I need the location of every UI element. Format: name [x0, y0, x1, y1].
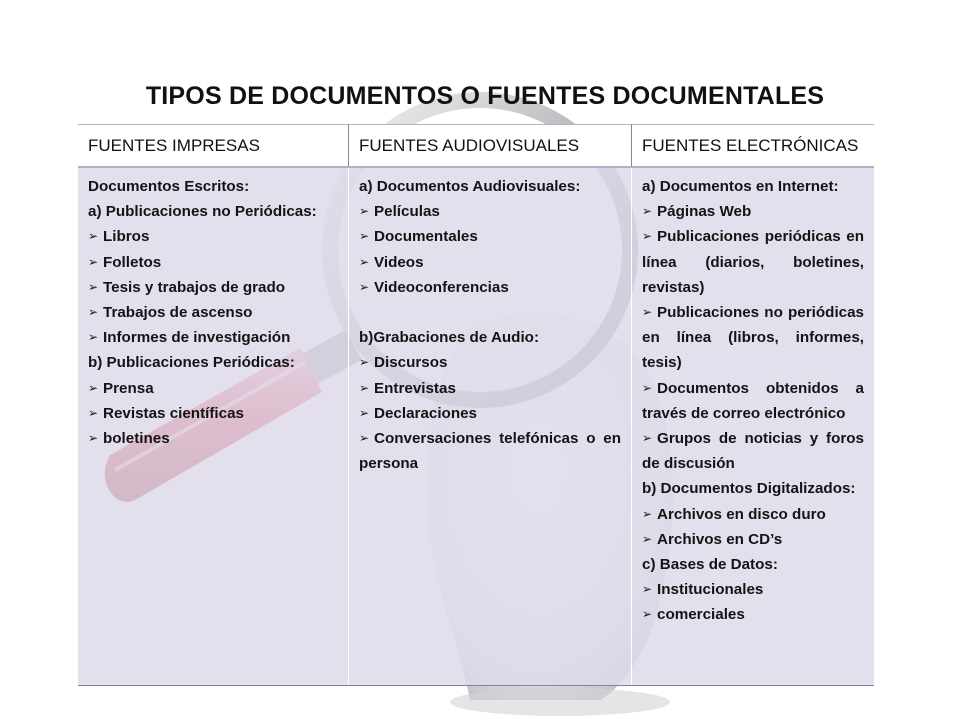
list-item	[359, 350, 621, 375]
list-item	[88, 275, 338, 300]
item-text: Archivos en disco duro	[657, 505, 826, 523]
list-item	[88, 426, 338, 451]
item-text: a) Publicaciones no Periódicas:	[88, 203, 317, 221]
item-text: Declaraciones	[374, 404, 477, 422]
item-text: Libros	[103, 228, 150, 246]
list-item	[88, 250, 338, 275]
item-text: boletines	[103, 430, 170, 448]
item-text: b) Publicaciones Periódicas:	[88, 354, 295, 372]
list-item	[88, 325, 338, 350]
list-item	[88, 224, 338, 249]
list-item	[642, 300, 864, 376]
arrow-bullet-icon: ➢	[359, 229, 370, 244]
item-text: Folletos	[103, 253, 162, 271]
item-text: Conversaciones telefónicas o en persona	[359, 430, 621, 473]
arrow-bullet-icon: ➢	[88, 279, 99, 294]
column-header-electronicas: FUENTES ELECTRÓNICAS	[632, 125, 875, 168]
list-item	[359, 250, 621, 275]
arrow-bullet-icon: ➢	[88, 431, 99, 446]
item-text: b) Documentos Digitalizados:	[642, 480, 856, 498]
list-heading	[359, 174, 621, 199]
item-text: Documentos Escritos:	[88, 178, 250, 195]
arrow-bullet-icon: ➢	[88, 229, 99, 244]
arrow-bullet-icon: ➢	[642, 204, 653, 219]
item-text: Archivos en CD’s	[657, 530, 783, 548]
arrow-bullet-icon: ➢	[88, 380, 99, 395]
item-text: Videoconferencias	[374, 278, 509, 296]
spacer	[359, 300, 621, 325]
item-text: Trabajos de ascenso	[103, 304, 253, 322]
item-text: Prensa	[103, 379, 154, 397]
arrow-bullet-icon: ➢	[359, 355, 370, 370]
list-item	[359, 275, 621, 300]
list-item	[642, 602, 864, 627]
item-text: b)Grabaciones de Audio:	[359, 329, 540, 347]
arrow-bullet-icon: ➢	[359, 380, 370, 395]
arrow-bullet-icon: ➢	[642, 506, 653, 521]
list-item	[359, 224, 621, 249]
cell-impresas	[78, 167, 349, 686]
list-heading	[359, 325, 621, 350]
arrow-bullet-icon: ➢	[359, 254, 370, 269]
list-heading	[642, 174, 864, 199]
list-item	[88, 401, 338, 426]
item-text: Películas	[374, 203, 440, 221]
list-item	[88, 376, 338, 401]
item-text: Documentales	[374, 228, 478, 246]
cell-audiovisuales	[349, 167, 632, 686]
arrow-bullet-icon: ➢	[359, 431, 370, 446]
arrow-bullet-icon: ➢	[642, 582, 653, 597]
item-text: c) Bases de Datos:	[642, 556, 778, 574]
item-text: Videos	[374, 253, 424, 271]
list-heading	[642, 552, 864, 577]
item-text: Entrevistas	[374, 379, 456, 397]
list-item	[642, 376, 864, 426]
arrow-bullet-icon: ➢	[642, 431, 653, 446]
list-item	[642, 577, 864, 602]
document-types-table	[78, 124, 874, 686]
list-heading	[88, 174, 338, 199]
item-text: Páginas Web	[657, 203, 752, 221]
item-text: Publicaciones periódicas en línea (diarios, boletines, revistas)	[642, 228, 864, 296]
item-text: a) Documentos en Internet:	[642, 178, 839, 195]
arrow-bullet-icon: ➢	[642, 607, 653, 622]
arrow-bullet-icon: ➢	[88, 254, 99, 269]
list-item	[359, 426, 621, 476]
list-item	[359, 376, 621, 401]
arrow-bullet-icon: ➢	[642, 305, 653, 320]
arrow-bullet-icon: ➢	[359, 279, 370, 294]
item-text: Grupos de noticias y foros de discusión	[642, 430, 864, 473]
item-text: Tesis y trabajos de grado	[103, 278, 286, 296]
list-item	[88, 300, 338, 325]
column-header-audiovisuales: FUENTES AUDIOVISUALES	[349, 125, 632, 168]
item-text: Revistas científicas	[103, 404, 244, 422]
item-text: Discursos	[374, 354, 448, 372]
arrow-bullet-icon: ➢	[88, 405, 99, 420]
arrow-bullet-icon: ➢	[642, 531, 653, 546]
arrow-bullet-icon: ➢	[88, 305, 99, 320]
arrow-bullet-icon: ➢	[88, 330, 99, 345]
list-heading	[88, 350, 338, 375]
list-heading	[642, 476, 864, 501]
list-item	[359, 401, 621, 426]
arrow-bullet-icon: ➢	[642, 229, 653, 244]
arrow-bullet-icon: ➢	[359, 204, 370, 219]
item-text: Publicaciones no periódicas en línea (libros, informes, tesis)	[642, 304, 864, 372]
item-text: comerciales	[657, 606, 745, 624]
list-item	[642, 527, 864, 552]
list-item	[642, 426, 864, 476]
list-item	[642, 502, 864, 527]
item-text: Institucionales	[657, 581, 764, 599]
page-title: TIPOS DE DOCUMENTOS O FUENTES DOCUMENTALES	[145, 82, 825, 110]
item-text: Informes de investigación	[103, 329, 291, 347]
item-text: a) Documentos Audiovisuales:	[359, 178, 581, 195]
list-item	[359, 199, 621, 224]
item-text: Documentos obtenidos a través de correo electrónico	[642, 379, 864, 422]
cell-electronicas	[632, 167, 875, 686]
arrow-bullet-icon: ➢	[642, 380, 653, 395]
list-heading	[88, 199, 338, 224]
arrow-bullet-icon: ➢	[359, 405, 370, 420]
list-item	[642, 199, 864, 224]
column-header-impresas: FUENTES IMPRESAS	[78, 125, 349, 168]
list-item	[642, 224, 864, 300]
